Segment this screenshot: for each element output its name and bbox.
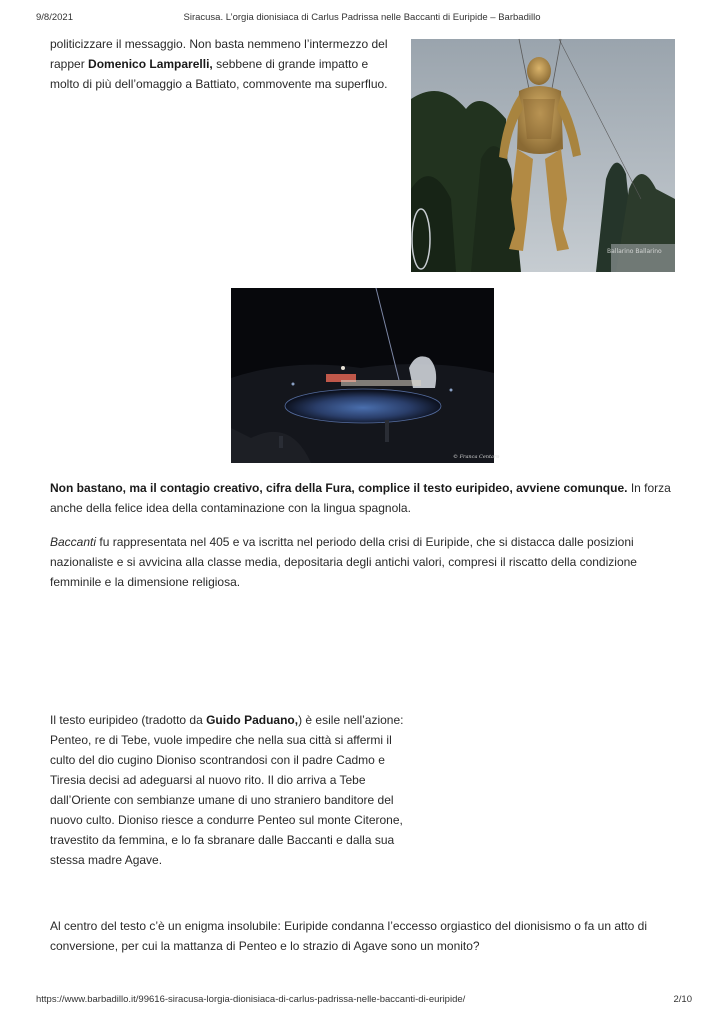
print-header bbox=[0, 12, 724, 26]
print-url: https://www.barbadillo.it/99616-siracusa-lorgia-dionisiaca-di-carlus-padrissa-nelle-baccanti-di-euripide/ bbox=[36, 994, 466, 1005]
paragraph-contagio bbox=[50, 478, 680, 518]
testo-text-2: ) è esile nell’azione: Penteo, re di Tebe, vuole impedire che nella sua città si affermi il culto del dio cugino Dioniso scontrandosi con il padre Cadmo e Tiresia decisi ad adeguarsi al nuovo rito. Il dio arriva a Tebe dall’Oriente con sembianze umane di uno straniero banditore del nuovo culto. Dioniso riesce a condurre Penteo sul monte Citerone, travestito da femmina, e lo fa sbranare dalle Baccanti e dalla sua stessa madre Agave. bbox=[50, 713, 404, 867]
print-date: 9/8/2021 bbox=[36, 12, 73, 23]
photo-night-stage bbox=[231, 288, 500, 463]
photo-night-stage-image bbox=[231, 288, 500, 463]
print-footer bbox=[0, 994, 724, 1008]
paragraph-enigma: Al centro del testo c’è un enigma insolubile: Euripide condanna l’eccesso orgiastico del dionisismo o fa un atto di conversione, per cui la mattanza di Penteo e lo strazio di Agave sono un monito? bbox=[50, 919, 648, 953]
paragraph-intro bbox=[50, 34, 400, 94]
intro-text-2: sebbene di grande impatto e molto di più dell’omaggio a Battiato, commovente ma superfluo. bbox=[50, 57, 388, 91]
photo-puppet-credit: Ballarino Ballarino bbox=[607, 248, 662, 255]
contagio-text: In forza anche della felice idea della contaminazione con la lingua spagnola. bbox=[50, 481, 671, 515]
testo-bold-translator: Guido Paduano, bbox=[206, 713, 299, 727]
intro-bold-name: Domenico Lamparelli, bbox=[88, 57, 213, 71]
photo-stage-credit: © Franca Centaro bbox=[453, 454, 500, 460]
paragraph-baccanti bbox=[50, 532, 680, 592]
intro-text-1: politicizzare il messaggio. Non basta nemmeno l’intermezzo del rapper bbox=[50, 37, 388, 71]
paragraph-testo-euripideo bbox=[50, 710, 410, 870]
photo-giant-puppet bbox=[411, 39, 675, 272]
baccanti-text: fu rappresentata nel 405 e va iscritta nel periodo della crisi di Euripide, che si distacca dalle posizioni nazionaliste e si avvicina alla classe media, depositaria degli antichi valori, compresi il riscatto della condizione femminile e la dimensione religiosa. bbox=[50, 535, 637, 589]
print-page-title: Siracusa. L’orgia dionisiaca di Carlus Padrissa nelle Baccanti di Euripide – Barbadillo bbox=[183, 12, 541, 23]
testo-text-1: Il testo euripideo (tradotto da bbox=[50, 713, 207, 727]
baccanti-italic-title: Baccanti bbox=[50, 535, 97, 549]
print-page-number: 2/10 bbox=[673, 994, 692, 1005]
contagio-bold-lead: Non bastano, ma il contagio creativo, cifra della Fura, complice il testo euripideo, avviene comunque. bbox=[50, 481, 628, 495]
photo-giant-puppet-image bbox=[411, 39, 675, 272]
